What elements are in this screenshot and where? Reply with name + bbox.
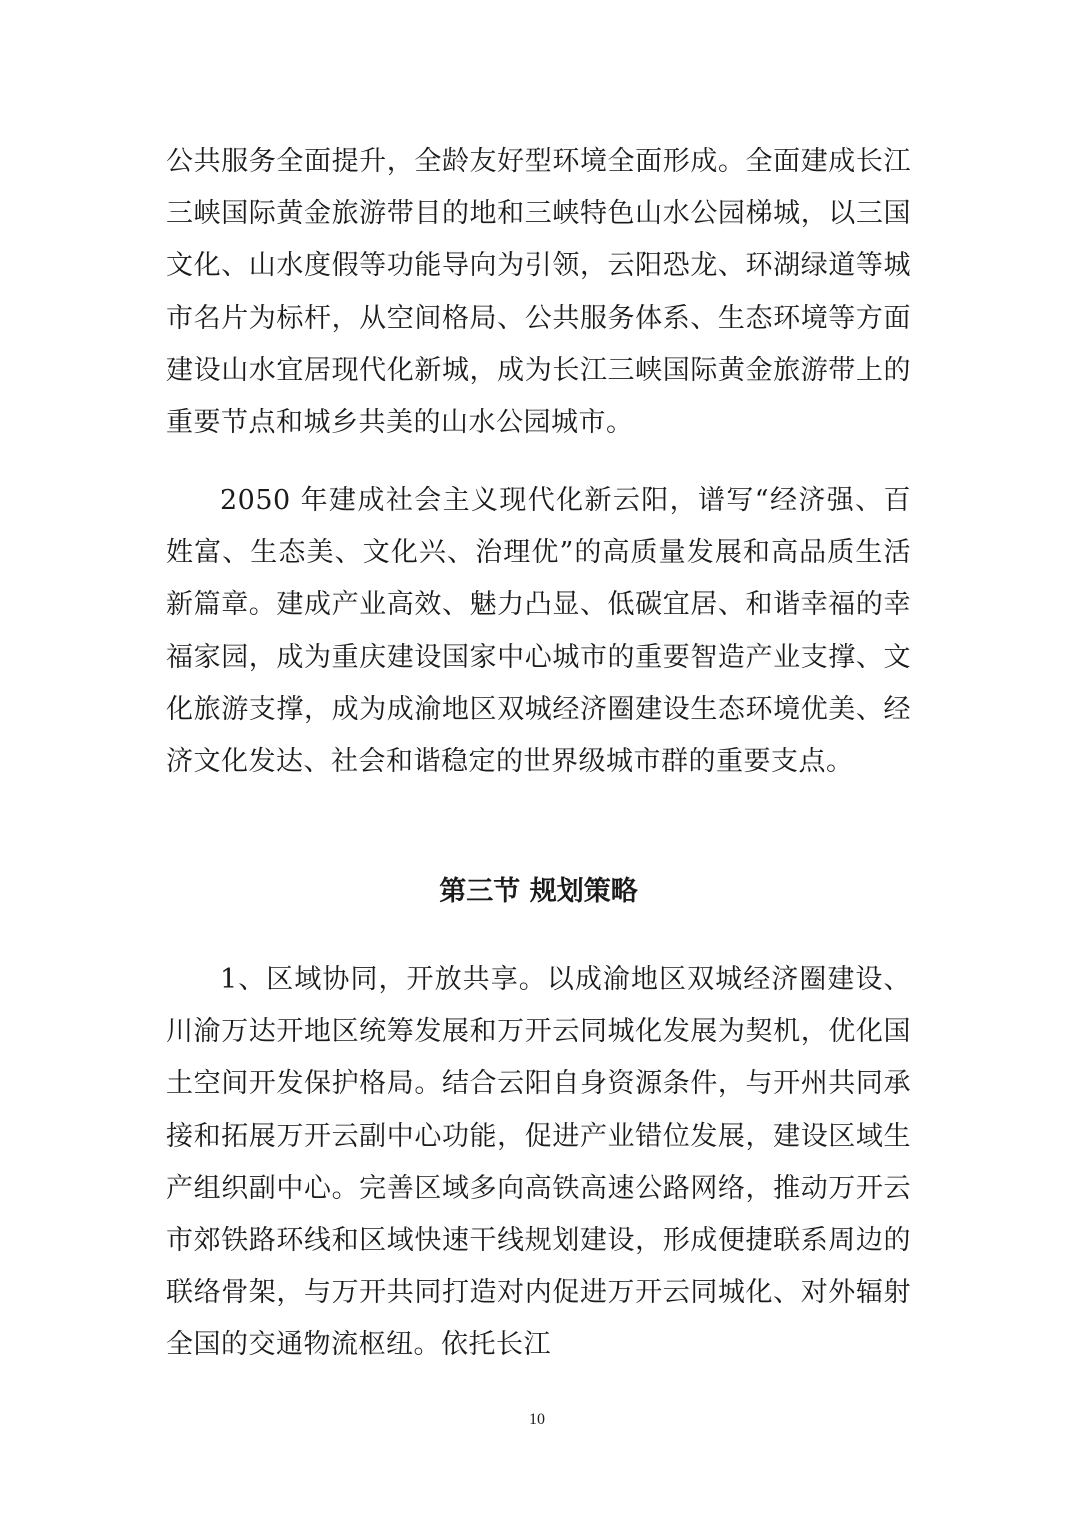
page-number: 10 — [529, 1411, 545, 1428]
paragraph-goals-2050: 2050 年建成社会主义现代化新云阳，谱写“经济强、百姓富、生态美、文化兴、治理优”的高质量发展和高品质生活新篇章。建成产业高效、魅力凸显、低碳宜居、和谐幸福的幸福家园，成为重庆建设国家中心城市的重要智造产业支撑、文化旅游支撑，成为成渝地区双城经济圈建设生态环境优美、经济文化发达、社会和谐稳定的世界级城市群的重要支点。 — [166, 485, 911, 778]
section-heading: 第三节 规划策略 — [439, 876, 638, 907]
paragraph-strategy-1: 1、区域协同，开放共享。以成渝地区双城经济圈建设、川渝万达开地区统筹发展和万开云同城化发展为契机，优化国土空间开发保护格局。结合云阳自身资源条件，与开州共同承接和拓展万开云副中心功能，促进产业错位发展，建设区域生产组织副中心。完善区域多向高铁高速公路网络，推动万开云市郊铁路环线和区域快速干线规划建设，形成便捷联系周边的联络骨架，与万开共同打造对内促进万开云同城化、对外辐射全国的交通物流枢纽。依托长江 — [166, 964, 911, 1361]
paragraph-goals-2035-continued: 公共服务全面提升，全龄友好型环境全面形成。全面建成长江三峡国际黄金旅游带目的地和三峡特色山水公园梯城，以三国文化、山水度假等功能导向为引领，云阳恐龙、环湖绿道等城市名片为标杆，从空间格局、公共服务体系、生态环境等方面建设山水宜居现代化新城，成为长江三峡国际黄金旅游带上的重要节点和城乡共美的山水公园城市。 — [166, 146, 911, 439]
